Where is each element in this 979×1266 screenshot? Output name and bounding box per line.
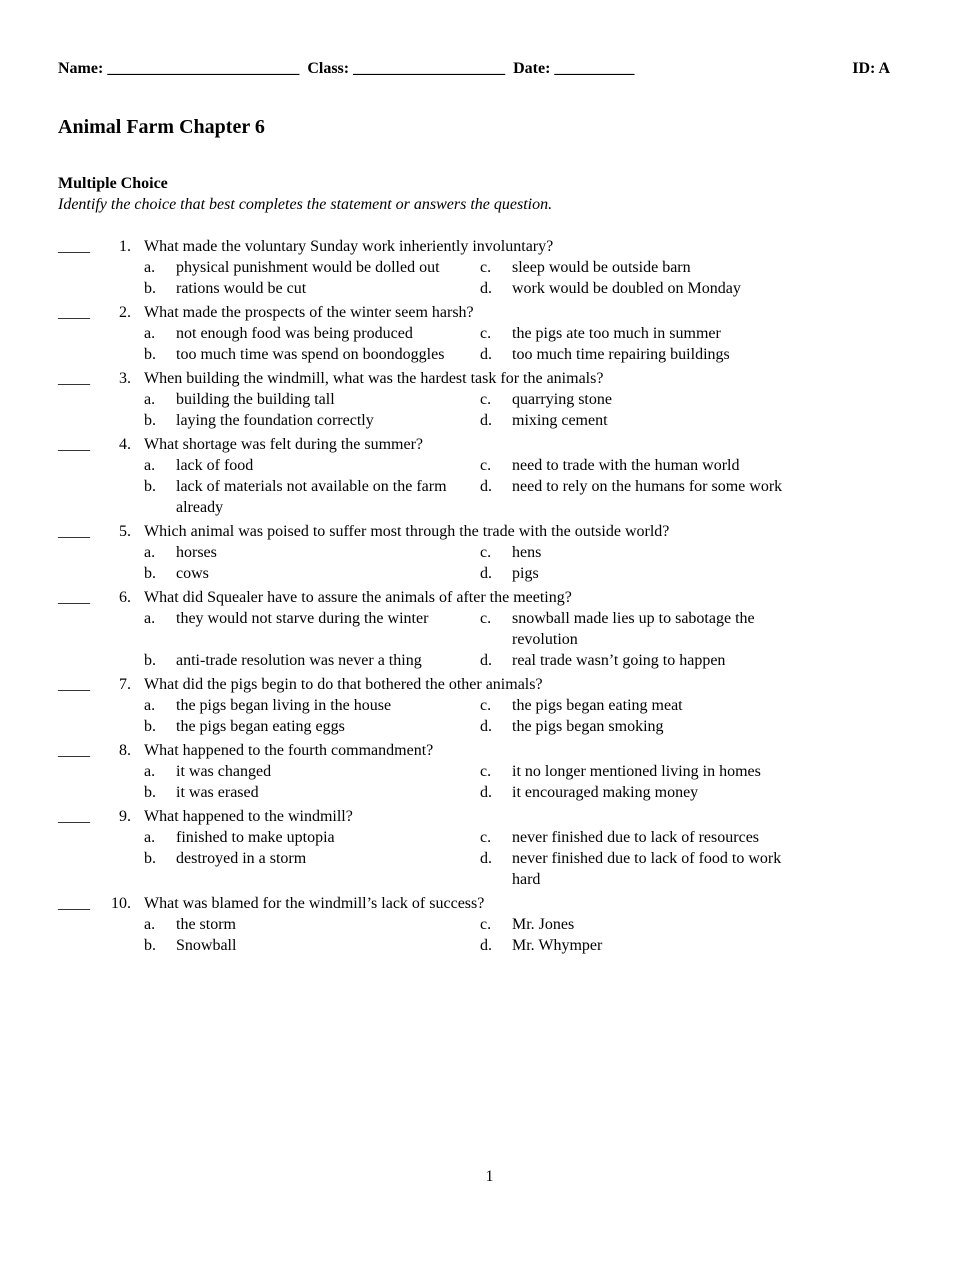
question-text: When building the windmill, what was the hardest task for the animals? bbox=[144, 370, 604, 387]
question-text: What happened to the fourth commandment? bbox=[144, 742, 434, 759]
question-item bbox=[58, 674, 938, 737]
choice-letter: d. bbox=[480, 412, 492, 429]
choice-d bbox=[480, 782, 800, 803]
choice-c bbox=[480, 389, 800, 410]
choice-d bbox=[480, 563, 800, 584]
choice-a bbox=[144, 257, 480, 278]
answer-blank[interactable]: ____ bbox=[58, 895, 90, 912]
choice-text: hens bbox=[512, 544, 542, 561]
choice-text: the pigs ate too much in summer bbox=[512, 325, 721, 342]
question-text: What was blamed for the windmill’s lack of success? bbox=[144, 895, 485, 912]
choice-b bbox=[144, 476, 480, 518]
choice-a bbox=[144, 389, 480, 410]
choice-c bbox=[480, 455, 800, 476]
choice-text: anti-trade resolution was never a thing bbox=[176, 652, 422, 669]
answer-blank[interactable]: ____ bbox=[58, 742, 90, 759]
choice-letter: d. bbox=[480, 652, 492, 669]
choice-letter: c. bbox=[480, 763, 492, 780]
choice-text: the pigs began smoking bbox=[512, 718, 664, 735]
choice-letter: d. bbox=[480, 850, 492, 867]
question-item bbox=[58, 806, 938, 890]
choice-letter: c. bbox=[480, 544, 492, 561]
choice-letter: b. bbox=[144, 280, 156, 297]
choice-b bbox=[144, 782, 480, 803]
choice-letter: c. bbox=[480, 916, 492, 933]
page-number: 1 bbox=[485, 1168, 494, 1185]
choice-letter: b. bbox=[144, 652, 156, 669]
choice-c bbox=[480, 695, 800, 716]
choice-letter: a. bbox=[144, 829, 156, 846]
question-number: 6. bbox=[119, 589, 131, 606]
choice-text: they would not starve during the winter bbox=[176, 610, 429, 627]
question-number: 7. bbox=[119, 676, 131, 693]
question-text: Which animal was poised to suffer most through the trade with the outside world? bbox=[144, 523, 670, 540]
choice-letter: a. bbox=[144, 697, 156, 714]
choice-a bbox=[144, 761, 480, 782]
choice-text: it encouraged making money bbox=[512, 784, 699, 801]
choice-b bbox=[144, 563, 480, 584]
choice-letter: a. bbox=[144, 457, 156, 474]
question-text: What made the prospects of the winter seem harsh? bbox=[144, 304, 474, 321]
question-item bbox=[58, 587, 938, 671]
section-title: Multiple Choice bbox=[58, 175, 168, 192]
header bbox=[58, 60, 890, 78]
choice-b bbox=[144, 848, 480, 869]
question-text: What happened to the windmill? bbox=[144, 808, 353, 825]
choice-letter: a. bbox=[144, 916, 156, 933]
choice-text: Snowball bbox=[176, 937, 237, 954]
choice-letter: d. bbox=[480, 346, 492, 363]
choice-c bbox=[480, 761, 800, 782]
choice-text: lack of food bbox=[176, 457, 254, 474]
question-list bbox=[58, 236, 938, 959]
choice-text: it was erased bbox=[176, 784, 259, 801]
choice-text: Mr. Jones bbox=[512, 916, 575, 933]
choice-text: rations would be cut bbox=[176, 280, 307, 297]
question-number: 3. bbox=[119, 370, 131, 387]
choice-letter: b. bbox=[144, 346, 156, 363]
instructions: Identify the choice that best completes the statement or answers the question. bbox=[58, 196, 553, 213]
choice-c bbox=[480, 323, 800, 344]
choice-d bbox=[480, 650, 800, 671]
choice-text: cows bbox=[176, 565, 209, 582]
choice-c bbox=[480, 542, 800, 563]
choice-text: physical punishment would be dolled out bbox=[176, 259, 440, 276]
question-item bbox=[58, 302, 938, 365]
question-number: 10. bbox=[111, 895, 131, 912]
choice-a bbox=[144, 323, 480, 344]
choice-text: destroyed in a storm bbox=[176, 850, 307, 867]
choice-text: the pigs began eating eggs bbox=[176, 718, 345, 735]
choice-letter: b. bbox=[144, 565, 156, 582]
question-number: 2. bbox=[119, 304, 131, 321]
question-number: 4. bbox=[119, 436, 131, 453]
choice-b bbox=[144, 278, 480, 299]
choice-text: the pigs began eating meat bbox=[512, 697, 683, 714]
choice-letter: d. bbox=[480, 565, 492, 582]
choice-letter: d. bbox=[480, 718, 492, 735]
choice-c bbox=[480, 608, 800, 650]
question-text: What did Squealer have to assure the animals of after the meeting? bbox=[144, 589, 572, 606]
choice-text: it no longer mentioned living in homes bbox=[512, 763, 761, 780]
question-number: 1. bbox=[119, 238, 131, 255]
choice-letter: d. bbox=[480, 784, 492, 801]
choice-letter: b. bbox=[144, 718, 156, 735]
answer-blank[interactable]: ____ bbox=[58, 523, 90, 540]
choice-text: building the building tall bbox=[176, 391, 335, 408]
id-label: ID: A bbox=[852, 60, 890, 77]
choice-text: never finished due to lack of resources bbox=[512, 829, 760, 846]
choice-letter: c. bbox=[480, 457, 492, 474]
choice-text: too much time repairing buildings bbox=[512, 346, 730, 363]
choice-b bbox=[144, 716, 480, 737]
answer-blank[interactable]: ____ bbox=[58, 808, 90, 825]
class-field[interactable]: Class: ___________________ bbox=[307, 60, 506, 77]
choice-letter: c. bbox=[480, 829, 492, 846]
choice-letter: b. bbox=[144, 412, 156, 429]
question-text: What made the voluntary Sunday work inheriently involuntary? bbox=[144, 238, 554, 255]
choice-text: quarrying stone bbox=[512, 391, 612, 408]
choice-letter: a. bbox=[144, 763, 156, 780]
choice-letter: c. bbox=[480, 697, 492, 714]
choice-text: it was changed bbox=[176, 763, 272, 780]
choice-letter: b. bbox=[144, 937, 156, 954]
choice-letter: c. bbox=[480, 259, 492, 276]
choice-a bbox=[144, 608, 480, 629]
answer-blank[interactable]: ____ bbox=[58, 370, 90, 387]
choice-a bbox=[144, 455, 480, 476]
page-title: Animal Farm Chapter 6 bbox=[58, 116, 265, 138]
choice-d bbox=[480, 716, 800, 737]
question-item bbox=[58, 521, 938, 584]
choice-a bbox=[144, 542, 480, 563]
question-item bbox=[58, 434, 938, 518]
choice-a bbox=[144, 914, 480, 935]
choice-d bbox=[480, 935, 800, 956]
choice-letter: d. bbox=[480, 280, 492, 297]
answer-blank[interactable]: ____ bbox=[58, 589, 90, 606]
choice-letter: b. bbox=[144, 850, 156, 867]
choice-b bbox=[144, 935, 480, 956]
choice-letter: d. bbox=[480, 937, 492, 954]
choice-text: snowball made lies up to sabotage the revolution bbox=[512, 610, 755, 648]
choice-letter: a. bbox=[144, 610, 156, 627]
choice-c bbox=[480, 914, 800, 935]
date-field[interactable]: Date: __________ bbox=[513, 60, 635, 77]
choice-text: need to trade with the human world bbox=[512, 457, 740, 474]
choice-b bbox=[144, 410, 480, 431]
choice-text: Mr. Whymper bbox=[512, 937, 603, 954]
choice-text: never finished due to lack of food to work hard bbox=[512, 850, 782, 888]
answer-blank[interactable]: ____ bbox=[58, 238, 90, 255]
answer-blank[interactable]: ____ bbox=[58, 676, 90, 693]
question-item bbox=[58, 368, 938, 431]
choice-text: need to rely on the humans for some work bbox=[512, 478, 783, 495]
choice-letter: a. bbox=[144, 544, 156, 561]
choice-c bbox=[480, 827, 800, 848]
choice-text: not enough food was being produced bbox=[176, 325, 413, 342]
question-number: 9. bbox=[119, 808, 131, 825]
choice-letter: b. bbox=[144, 784, 156, 801]
choice-text: sleep would be outside barn bbox=[512, 259, 691, 276]
choice-text: the storm bbox=[176, 916, 236, 933]
question-item bbox=[58, 893, 938, 956]
choice-b bbox=[144, 650, 480, 671]
choice-b bbox=[144, 344, 480, 365]
choice-letter: c. bbox=[480, 325, 492, 342]
choice-letter: a. bbox=[144, 391, 156, 408]
question-item bbox=[58, 236, 938, 299]
choice-text: finished to make uptopia bbox=[176, 829, 335, 846]
choice-text: horses bbox=[176, 544, 217, 561]
choice-text: real trade wasn’t going to happen bbox=[512, 652, 726, 669]
choice-text: lack of materials not available on the farm already bbox=[176, 478, 447, 516]
question-number: 5. bbox=[119, 523, 131, 540]
choice-letter: a. bbox=[144, 325, 156, 342]
choice-letter: d. bbox=[480, 478, 492, 495]
name-field[interactable]: Name: ________________________ bbox=[58, 60, 300, 77]
choice-letter: a. bbox=[144, 259, 156, 276]
choice-text: work would be doubled on Monday bbox=[512, 280, 741, 297]
choice-letter: b. bbox=[144, 478, 156, 495]
choice-a bbox=[144, 695, 480, 716]
choice-d bbox=[480, 410, 800, 431]
choice-a bbox=[144, 827, 480, 848]
choice-text: mixing cement bbox=[512, 412, 608, 429]
choice-letter: c. bbox=[480, 391, 492, 408]
choice-d bbox=[480, 278, 800, 299]
question-text: What shortage was felt during the summer? bbox=[144, 436, 424, 453]
question-number: 8. bbox=[119, 742, 131, 759]
question-item bbox=[58, 740, 938, 803]
answer-blank[interactable]: ____ bbox=[58, 304, 90, 321]
question-text: What did the pigs begin to do that bothered the other animals? bbox=[144, 676, 543, 693]
choice-text: pigs bbox=[512, 565, 539, 582]
answer-blank[interactable]: ____ bbox=[58, 436, 90, 453]
choice-text: the pigs began living in the house bbox=[176, 697, 392, 714]
choice-letter: c. bbox=[480, 610, 492, 627]
choice-text: too much time was spend on boondoggles bbox=[176, 346, 445, 363]
choice-d bbox=[480, 476, 800, 497]
choice-c bbox=[480, 257, 800, 278]
choice-d bbox=[480, 848, 800, 890]
choice-d bbox=[480, 344, 800, 365]
choice-text: laying the foundation correctly bbox=[176, 412, 374, 429]
